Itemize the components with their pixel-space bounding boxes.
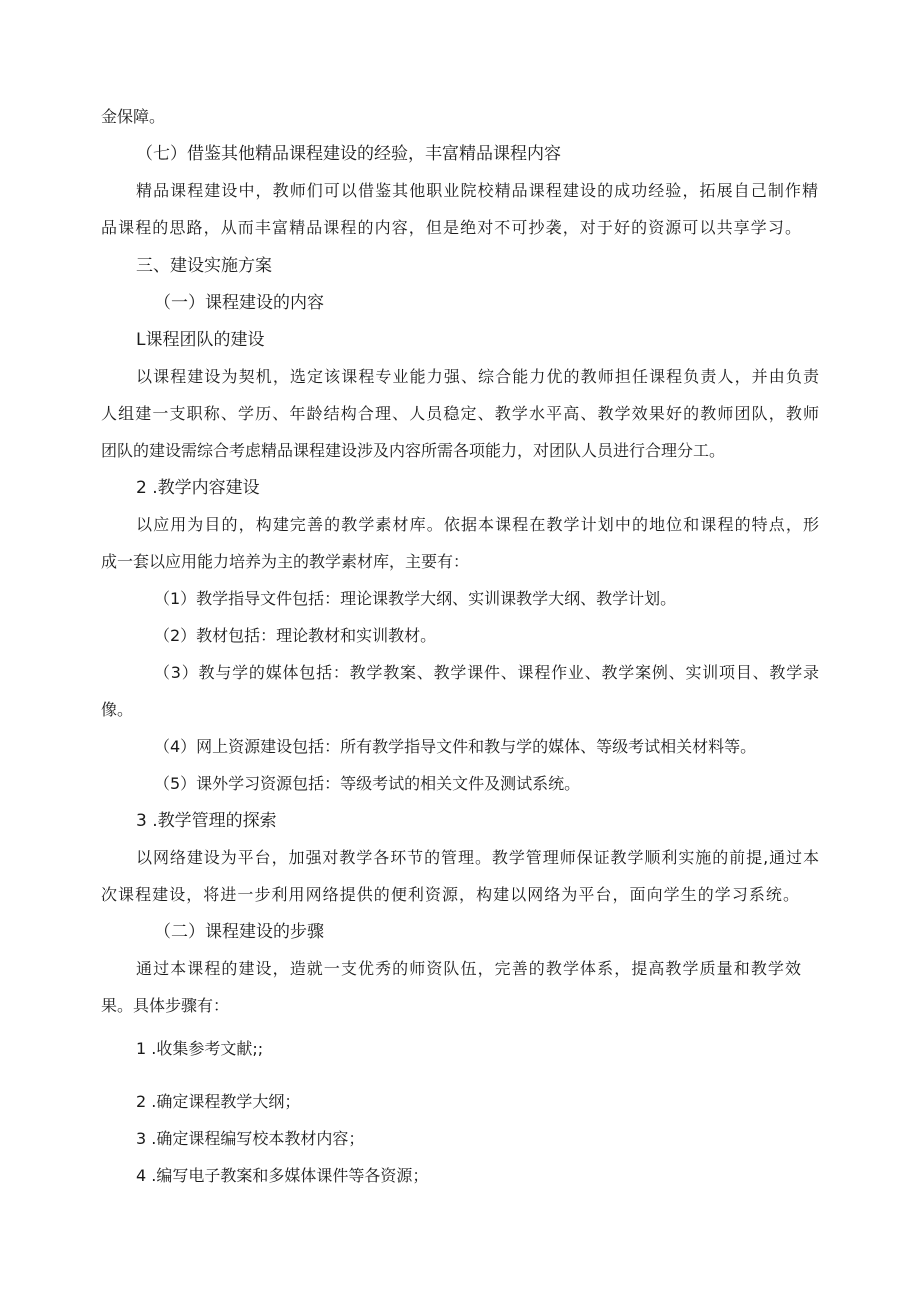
list-item: 1 .收集参考文献;; [136, 1039, 264, 1058]
list-item: （4）网上资源建设包括：所有教学指导文件和教与学的媒体、等级考试相关材料等。 [154, 737, 757, 756]
text-line: 次课程建设，将进一步利用网络提供的便利资源，构建以网络为平台，面向学生的学习系统。 [101, 885, 799, 904]
list-item: （5）课外学习资源包括：等级考试的相关文件及测试系统。 [154, 774, 581, 793]
text-line: 果。具体步骤有： [101, 996, 230, 1015]
section-heading: L课程团队的建设 [136, 330, 265, 350]
text-line: 品课程的思路，从而丰富精品课程的内容，但是绝对不可抄袭，对于好的资源可以共享学习。 [101, 218, 801, 237]
section-heading: 三、建设实施方案 [136, 256, 272, 276]
text-line: 团队的建设需综合考虑精品课程建设涉及内容所需各项能力，对团队人员进行合理分工。 [101, 441, 726, 460]
text-line: 以课程建设为契机，选定该课程专业能力强、综合能力优的教师担任课程负责人，并由负责 [136, 367, 819, 386]
text-line: 像。 [101, 700, 134, 719]
text-line: 金保障。 [101, 107, 166, 126]
text-line: 成一套以应用能力培养为主的教学素材库，主要有： [101, 552, 470, 571]
section-heading: （二）课程建设的步骤 [154, 922, 324, 942]
list-item: （3）教与学的媒体包括：教学教案、教学课件、课程作业、教学案例、实训项目、教学录 [154, 663, 819, 682]
text-line: 精品课程建设中，教师们可以借鉴其他职业院校精品课程建设的成功经验，拓展自己制作精 [136, 181, 818, 200]
list-item: （1）教学指导文件包括：理论课教学大纲、实训课教学大纲、教学计划。 [154, 589, 677, 608]
section-heading: 3 .教学管理的探索 [136, 811, 277, 831]
list-item: 4 .编写电子教案和多媒体课件等各资源； [136, 1166, 429, 1185]
section-heading: （七）借鉴其他精品课程建设的经验，丰富精品课程内容 [136, 144, 561, 164]
text-line: 以网络建设为平台，加强对教学各环节的管理。教学管理师保证教学顺利实施的前提,通过本 [136, 848, 819, 867]
section-heading: 2 .教学内容建设 [136, 478, 260, 498]
list-item: 2 .确定课程教学大纲； [136, 1092, 301, 1111]
list-item: 3 .确定课程编写校本教材内容； [136, 1129, 365, 1148]
list-item: （2）教材包括：理论教材和实训教材。 [154, 626, 437, 645]
text-line: 通过本课程的建设，造就一支优秀的师资队伍，完善的教学体系，提高教学质量和教学效 [136, 959, 801, 978]
section-heading: （一）课程建设的内容 [154, 293, 324, 313]
text-line: 以应用为目的，构建完善的教学素材库。依据本课程在教学计划中的地位和课程的特点，形 [136, 515, 819, 534]
text-line: 人组建一支职称、学历、年龄结构合理、人员稳定、教学水平高、教学效果好的教师团队，教师 [101, 404, 819, 423]
